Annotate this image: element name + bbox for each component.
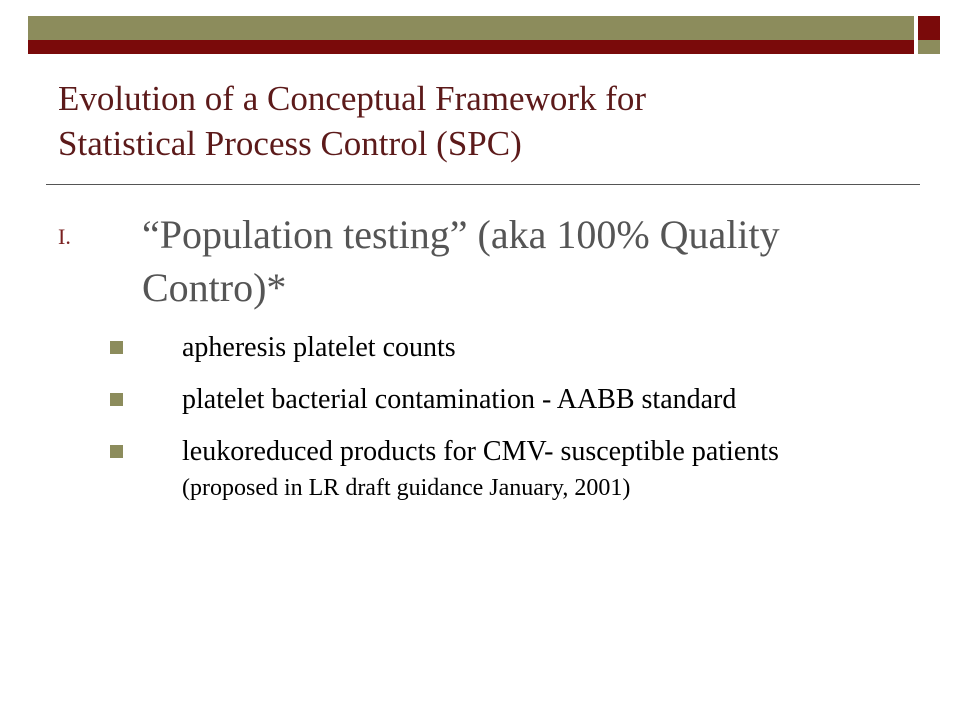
bullet-list (110, 330, 870, 523)
header-band-olive (28, 16, 914, 40)
outline-item-number: I. (58, 224, 71, 249)
bullet-text: apheresis platelet counts (182, 332, 456, 363)
slide-title-line-2: Statistical Process Control (SPC) (58, 124, 522, 163)
bullet-text: platelet bacterial contamination - AABB standard (182, 384, 737, 415)
bullet-item (110, 330, 870, 365)
bullet-item (110, 382, 870, 417)
bullet-text: leukoreduced products for CMV- susceptible patients (182, 436, 779, 467)
square-bullet-icon (110, 393, 123, 406)
slide-title (58, 76, 898, 166)
outline-item-text: “Population testing” (aka 100% Quality Contro)* (142, 212, 780, 310)
square-bullet-icon (110, 341, 123, 354)
title-divider (46, 184, 920, 185)
bullet-item (110, 434, 870, 506)
square-bullet-icon (110, 445, 123, 458)
bullet-note: (proposed in LR draft guidance January, 2001) (182, 475, 631, 501)
corner-block-olive (918, 40, 940, 54)
header-band-maroon (28, 40, 914, 54)
corner-block-maroon (918, 16, 940, 40)
slide-title-line-1: Evolution of a Conceptual Framework for (58, 79, 647, 118)
